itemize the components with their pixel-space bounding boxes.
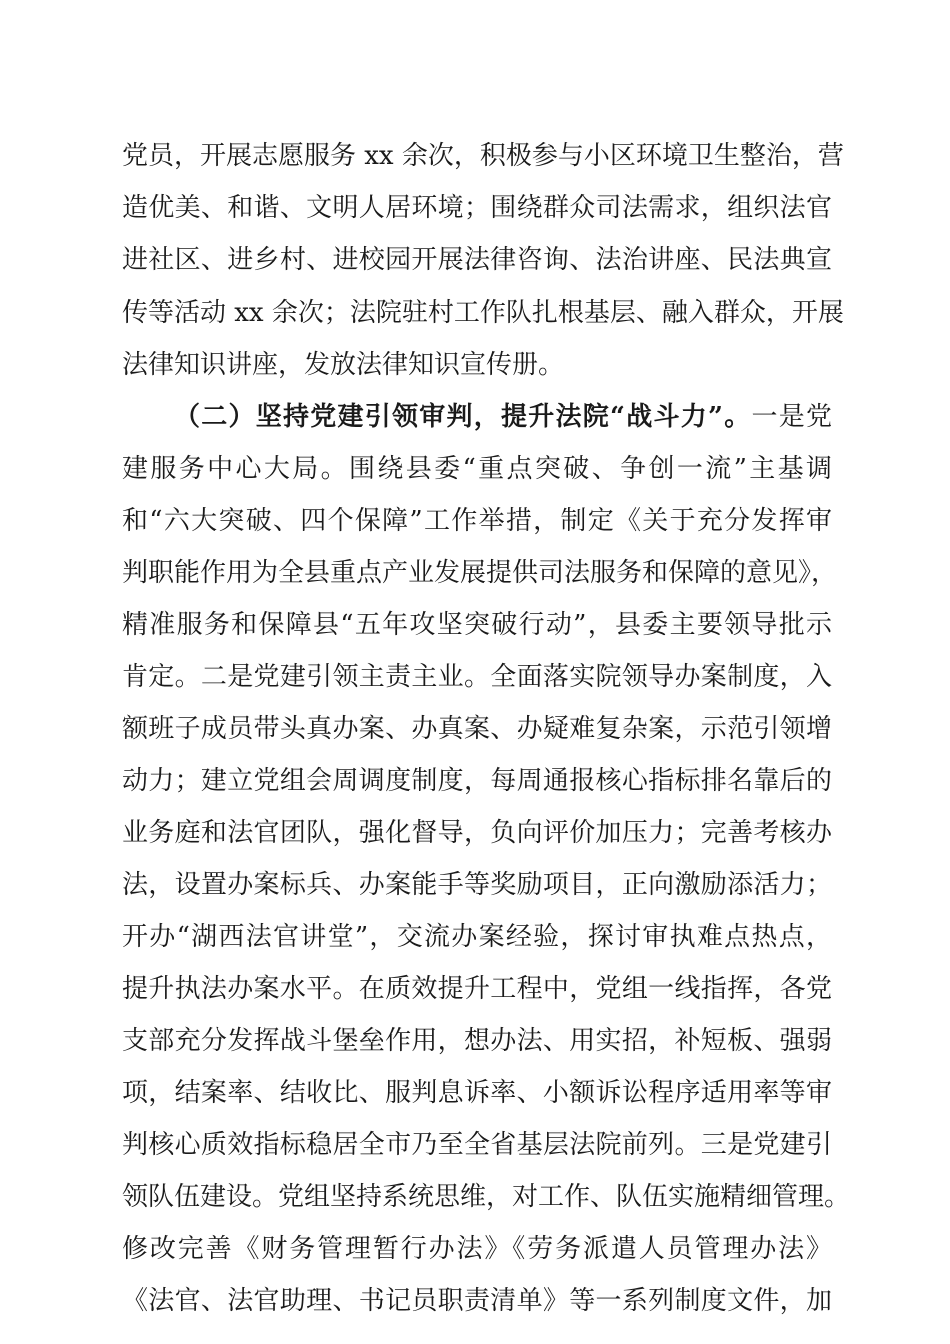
paragraph2-line-17: 修改完善《财务管理暂行办法》《劳务派遣人员管理办法》 — [122, 1234, 832, 1264]
paragraph2-line-12: 提升执法办案水平。在质效提升工程中，党组一线指挥，各党 — [122, 974, 832, 1004]
section-heading: （二）坚持党建引领审判，提升法院“战斗力”。 — [174, 402, 752, 432]
paragraph1-line-1: 党员，开展志愿服务 xx 余次，积极参与小区环境卫生整治，营 — [122, 141, 844, 171]
paragraph1-line-3: 进社区、进乡村、进校园开展法律咨询、法治讲座、民法典宣 — [122, 245, 832, 275]
paragraph2-line-7: 额班子成员带头真办案、办真案、办疑难复杂案，示范引领增 — [122, 714, 832, 744]
paragraph1-line-5: 法律知识讲座，发放法律知识宣传册。 — [122, 350, 565, 380]
paragraph2-line-11: 开办“湖西法官讲堂”，交流办案经验，探讨审执难点热点， — [122, 922, 832, 952]
paragraph2-line-6: 肯定。二是党建引领主责主业。全面落实院领导办案制度，入 — [122, 662, 832, 692]
paragraph2-line-15: 判核心质效指标稳居全市乃至全省基层法院前列。三是党建引 — [122, 1130, 832, 1160]
paragraph2-line-3: 和“六大突破、四个保障”工作举措，制定《关于充分发挥审 — [122, 506, 832, 536]
paragraph2-line-4: 判职能作用为全县重点产业发展提供司法服务和保障的意见》， — [122, 558, 838, 588]
paragraph2-line-9: 业务庭和法官团队，强化督导，负向评价加压力；完善考核办 — [122, 818, 832, 848]
paragraph2-line-2: 建服务中心大局。围绕县委“重点突破、争创一流”主基调 — [122, 454, 832, 484]
paragraph2-line-5: 精准服务和保障县“五年攻坚突破行动”，县委主要领导批示 — [122, 610, 832, 640]
paragraph2-line-10: 法，设置办案标兵、办案能手等奖励项目，正向激励添活力； — [122, 870, 832, 900]
paragraph2-line-13: 支部充分发挥战斗堡垒作用，想办法、用实招，补短板、强弱 — [122, 1026, 832, 1056]
paragraph1-line-2: 造优美、和谐、文明人居环境；围绕群众司法需求，组织法官 — [122, 193, 832, 223]
paragraph2-line-18: 《法官、法官助理、书记员职责清单》等一系列制度文件，加 — [122, 1286, 832, 1316]
paragraph2-line-14: 项，结案率、结收比、服判息诉率、小额诉讼程序适用率等审 — [122, 1078, 832, 1108]
paragraph2-line-16: 领队伍建设。党组坚持系统思维，对工作、队伍实施精细管理。 — [122, 1182, 851, 1212]
paragraph2-first-line — [174, 399, 832, 435]
paragraph2-line-8: 动力；建立党组会周调度制度，每周通报核心指标排名靠后的 — [122, 766, 832, 796]
paragraph2-first-line-rest: 一是党 — [751, 402, 832, 432]
paragraph1-line-4: 传等活动 xx 余次；法院驻村工作队扎根基层、融入群众，开展 — [122, 298, 844, 328]
